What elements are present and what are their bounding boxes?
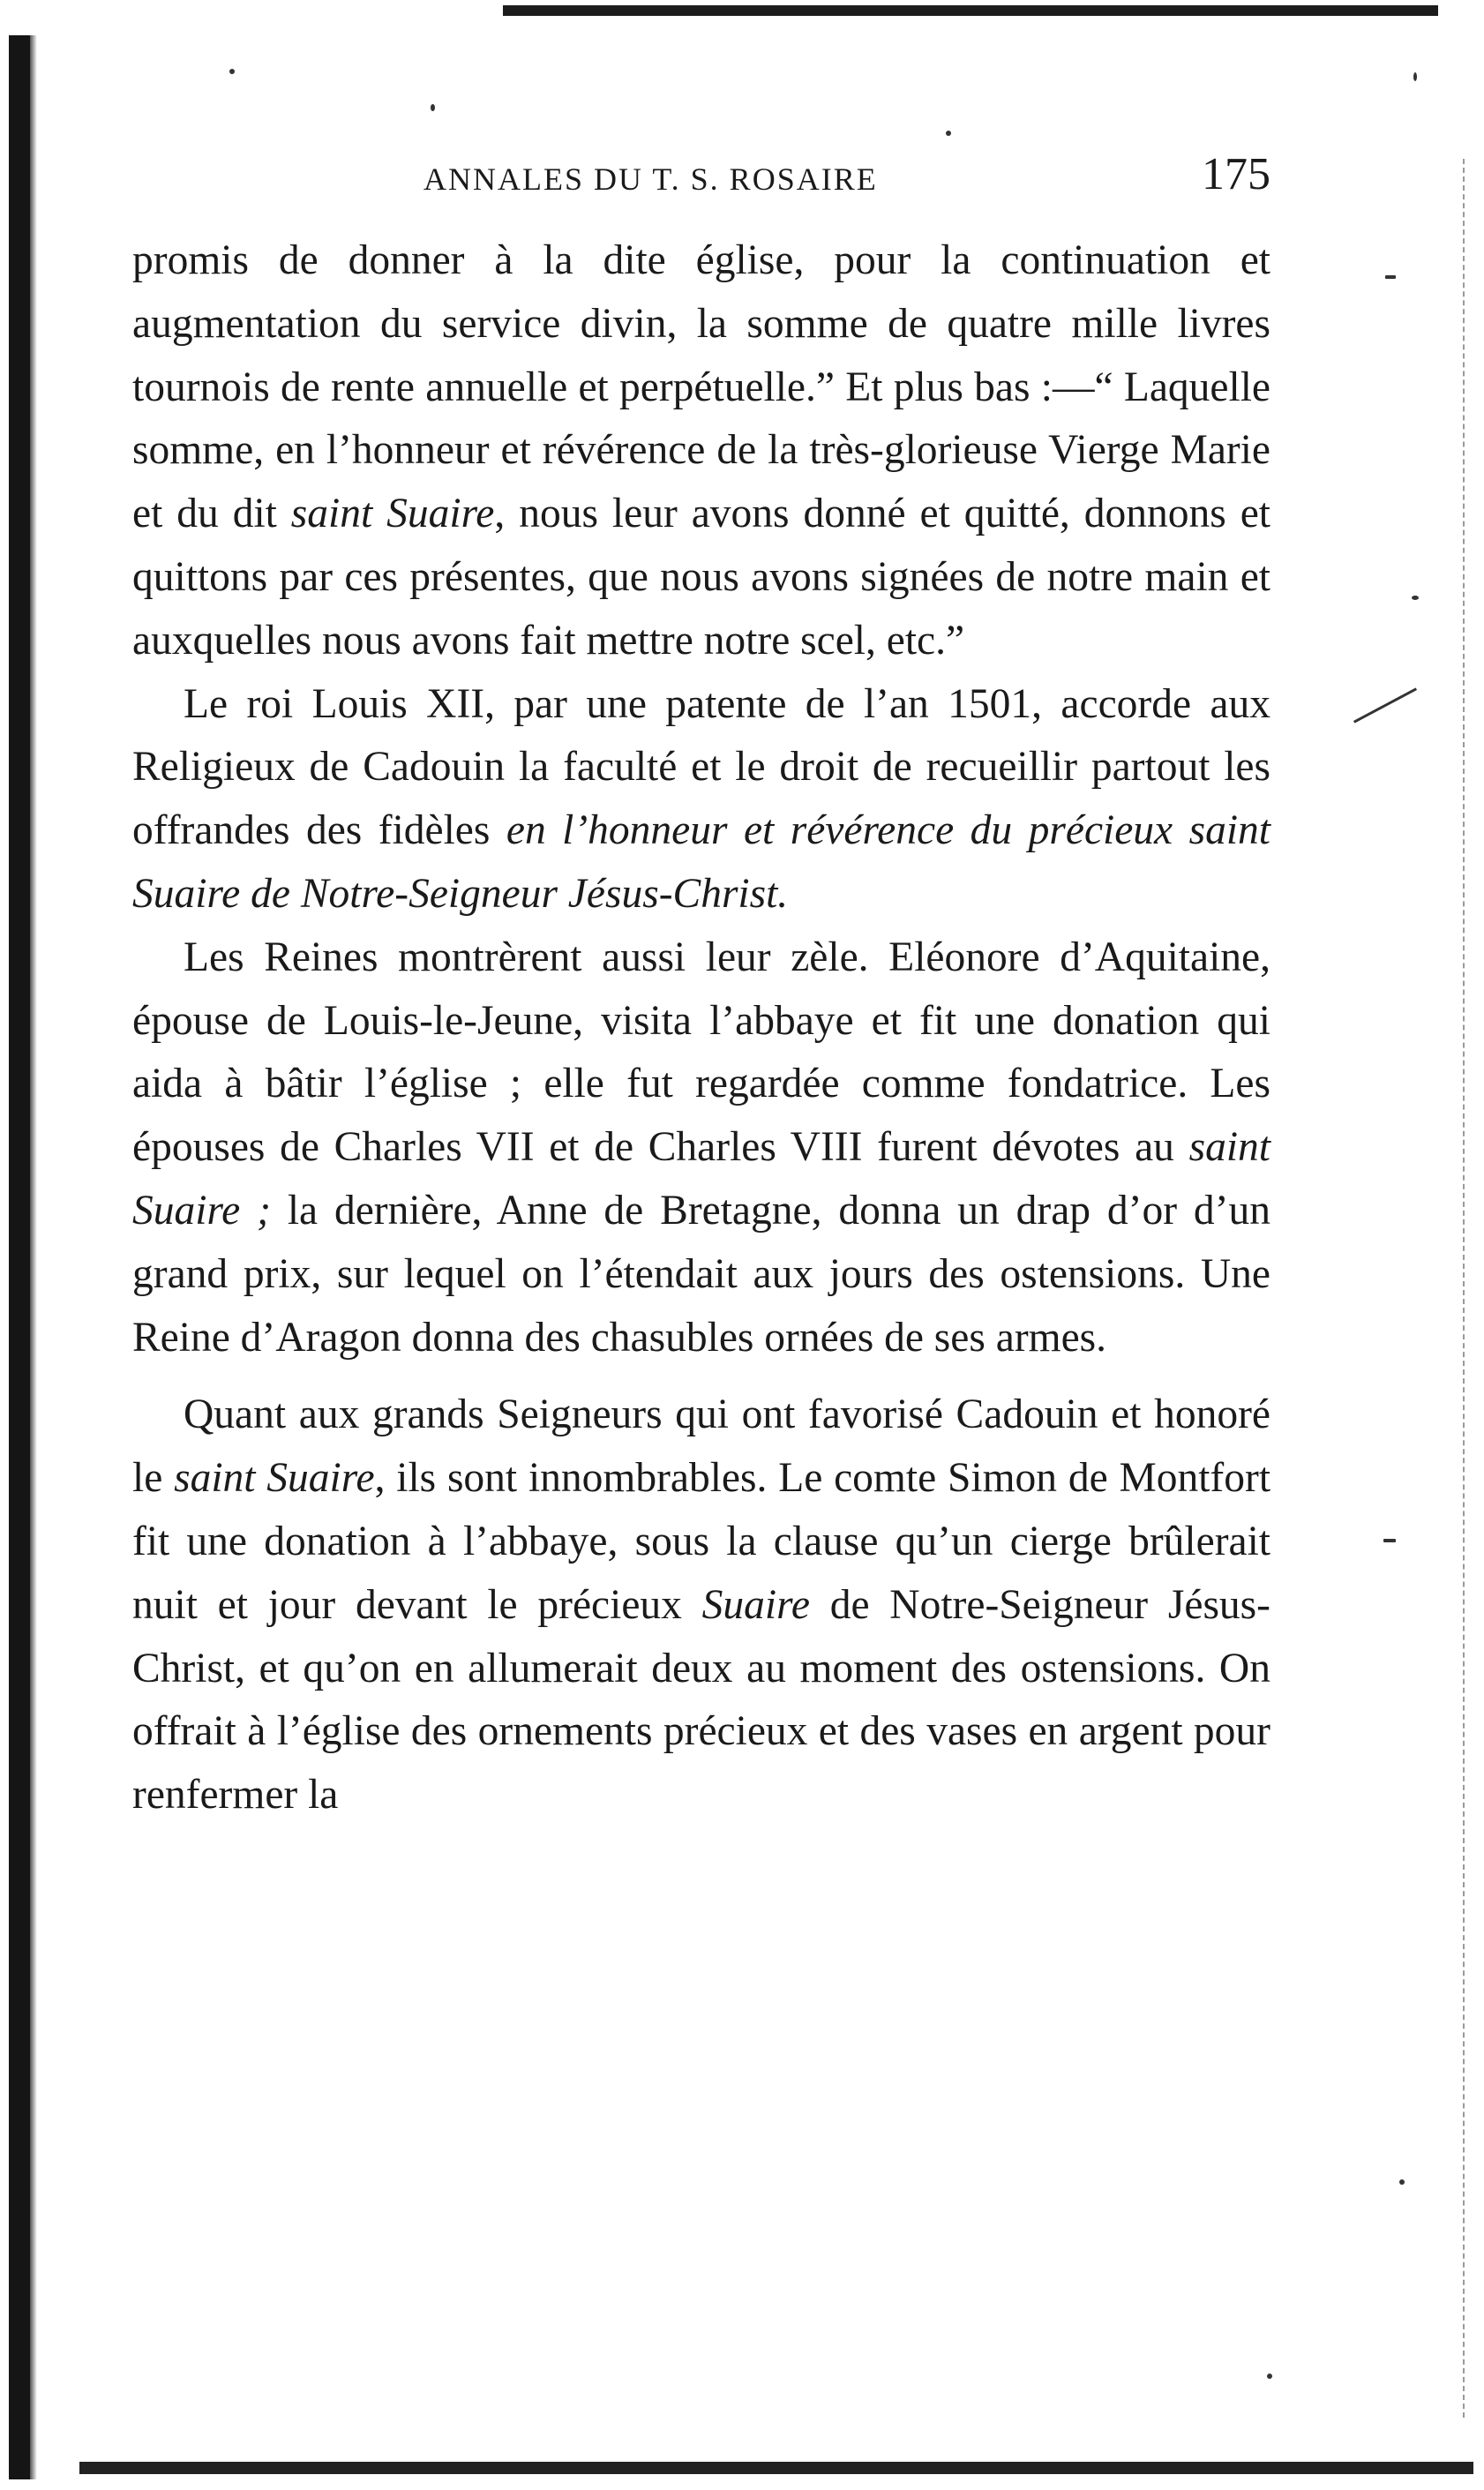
paragraph: Le roi Louis XII, par une patente de l’an 1501, accorde aux Religieux de Cadouin la faculté et le droit de recueillir partout les offrandes des fidèles en l’honneur et révérence du précieux saint Suaire de Notre-Seigneur Jésus-Christ. bbox=[132, 680, 1270, 917]
italic-text: saint Suaire bbox=[290, 491, 495, 537]
paragraph: promis de donner à la dite église, pour la continuation et augmentation du service divin, la somme de quatre mille livres tournois de rente annuelle et perpétuelle.” Et plus bas :—“ Laquelle somme, en l’honneur et révérence de la très-glorieuse Vierge Marie et du dit saint Suaire, nous leur avons donné et quitté, donnons et quittons par ces présentes, que nous avons signées de notre main et auxquelles nous avons fait mettre notre scel, etc.” bbox=[132, 237, 1270, 664]
italic-text: en l’honneur et révérence du précieux saint Suaire de Notre-Seigneur Jésus-Christ. bbox=[132, 807, 1270, 917]
italic-text: Suaire bbox=[701, 1581, 810, 1628]
scan-speck bbox=[1267, 2374, 1272, 2379]
scan-speck bbox=[1413, 72, 1417, 81]
scan-speck bbox=[229, 69, 235, 74]
scan-speck bbox=[1399, 2179, 1405, 2185]
scan-speck bbox=[1385, 275, 1396, 279]
scan-speck bbox=[1353, 687, 1417, 723]
page-number: 175 bbox=[1202, 149, 1270, 199]
running-title: ANNALES DU T. S. ROSAIRE bbox=[423, 161, 878, 197]
paragraph: Les Reines montrèrent aussi leur zèle. Eléonore d’Aquitaine, épouse de Louis-le-Jeune, visita l’abbaye et fit une donation qui aida à bâtir l’église ; elle fut regardée comme fondatrice. Les épouses de Charles VII et de Charles VIII furent dévotes au saint Suaire ; la dernière, Anne de Bretagne, donna un drap d’or d’un grand prix, sur lequel on l’étendait aux jours des ostensions. Une Reine d’Aragon donna des chasubles ornées de ses armes. bbox=[132, 934, 1271, 1361]
scan-speck bbox=[1412, 596, 1419, 600]
paragraph: Quant aux grands Seigneurs qui ont favorisé Cadouin et honoré le saint Suaire, ils sont innombrables. Le comte Simon de Montfort fit une donation à l’abbaye, sous la clause qu’un cierge brûlerait nuit et jour devant le précieux Suaire de Notre-Seigneur Jésus-Christ, et qu’on en allumerait deux au moment des ostensions. On offrait à l’église des ornements précieux et des vases en argent pour renfermer la bbox=[132, 1391, 1271, 1819]
italic-text: saint Suaire bbox=[174, 1455, 375, 1502]
scan-edge-right bbox=[1458, 159, 1465, 2418]
book-page bbox=[132, 141, 1270, 1827]
running-head bbox=[132, 141, 1270, 229]
italic-text: saint Suaire ; bbox=[132, 1124, 1270, 1234]
body-text bbox=[132, 229, 1270, 1827]
scan-speck bbox=[946, 131, 951, 136]
scan-edge-bottom bbox=[79, 2462, 1473, 2474]
scan-speck bbox=[1383, 1539, 1396, 1542]
scan-edge-top bbox=[503, 5, 1438, 16]
scan-edge-left bbox=[9, 35, 30, 2479]
scan-speck bbox=[431, 104, 435, 111]
